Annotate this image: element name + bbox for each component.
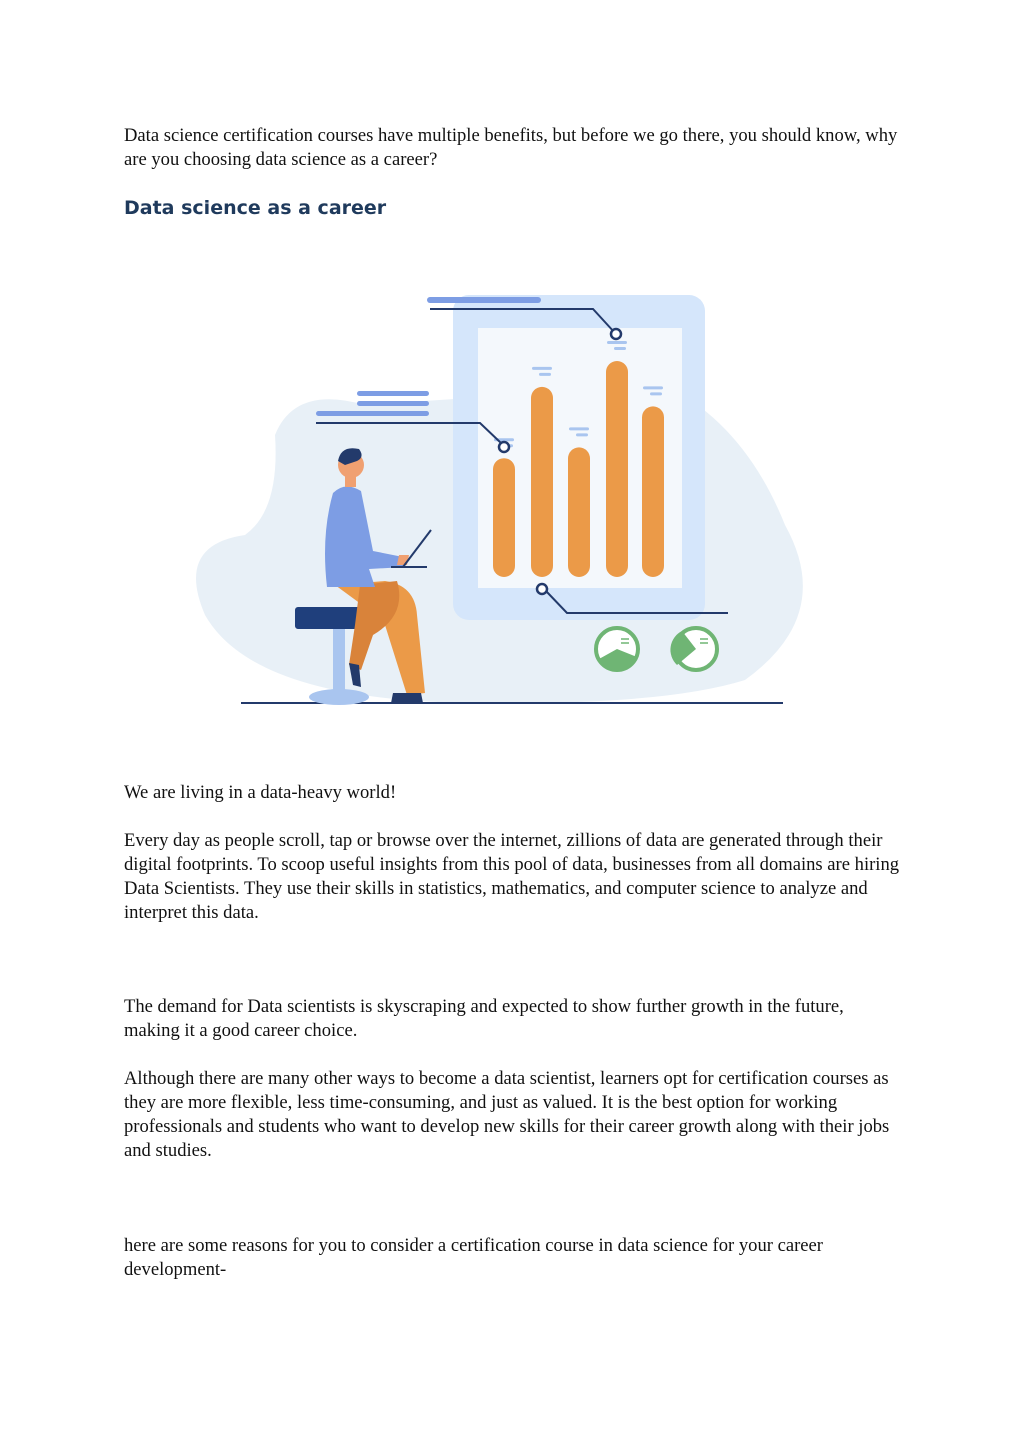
intro-paragraph: Data science certification courses have multiple benefits, but before we go there, you should know, why are you choosing data science as a career? bbox=[124, 125, 898, 170]
bar-label-mark bbox=[569, 427, 589, 430]
bar-label-mark bbox=[614, 347, 626, 350]
paragraph: We are living in a data-heavy world! bbox=[124, 782, 397, 803]
bar-label-mark bbox=[607, 341, 627, 344]
paragraph: Although there are many other ways to become a data scientist, learners opt for certification courses as they are more flexible, less time-consuming, and just as valued. It is the best option for working professionals and students who want to develop new skills for their career growth along with their jobs and studies. bbox=[124, 1068, 890, 1161]
bar-label-mark bbox=[643, 386, 663, 389]
label-bar bbox=[316, 411, 429, 416]
chart-bar bbox=[531, 387, 553, 577]
data-analyst-illustration bbox=[185, 285, 815, 715]
section-heading: Data science as a career bbox=[124, 197, 387, 219]
bar-label-mark bbox=[576, 433, 588, 436]
label-bar bbox=[357, 391, 429, 396]
connector-node bbox=[611, 329, 621, 339]
bar-label-mark bbox=[650, 392, 662, 395]
connector-node bbox=[537, 584, 547, 594]
label-bar bbox=[357, 401, 429, 406]
paragraph: Every day as people scroll, tap or browse over the internet, zillions of data are generated through their digital footprints. To scoop useful insights from this pool of data, businesses from all domains are hiring Data Scientists. They use their skills in statistics, mathematics, and computer science to analyze and interpret this data. bbox=[124, 830, 900, 923]
paragraph: here are some reasons for you to consider a certification course in data science for your career development- bbox=[124, 1235, 823, 1280]
chart-bar bbox=[568, 447, 590, 577]
gauge-icon bbox=[596, 628, 638, 670]
connector-node bbox=[499, 442, 509, 452]
chart-bar bbox=[642, 406, 664, 577]
bar-label-mark bbox=[539, 373, 551, 376]
paragraph: The demand for Data scientists is skyscraping and expected to show further growth in the future, making it a good career choice. bbox=[124, 996, 844, 1041]
label-bar bbox=[427, 297, 541, 303]
chart-bar bbox=[606, 361, 628, 577]
chart-bar bbox=[493, 458, 515, 577]
bar-label-mark bbox=[532, 367, 552, 370]
gauge-icon bbox=[670, 628, 717, 670]
